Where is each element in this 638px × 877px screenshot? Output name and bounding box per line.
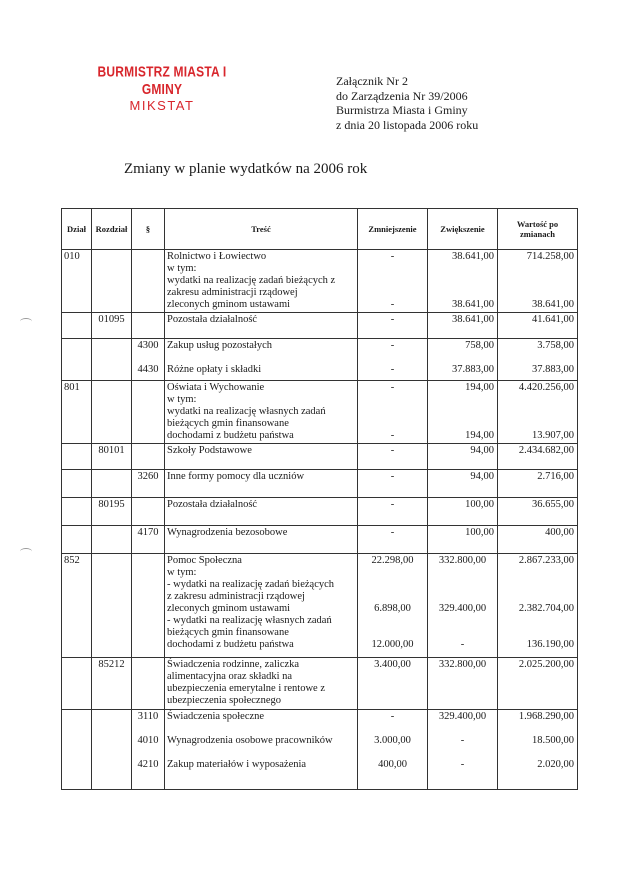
value: 329.400,00	[438, 603, 487, 614]
cell-paragraf	[132, 710, 165, 790]
official-stamp	[82, 62, 242, 113]
table-row	[62, 498, 578, 526]
cell-tresc: Pozostała działalność	[165, 313, 358, 339]
value: -	[390, 340, 395, 351]
cell-zmniejszenie: -	[358, 470, 428, 498]
cell-zwiekszenie: 100,00	[428, 526, 498, 554]
value: 4.420.256,00	[518, 382, 574, 393]
annex-line: Załącznik Nr 2	[336, 74, 408, 88]
header-zwiekszenie: Zwiększenie	[428, 209, 498, 250]
table-row	[62, 250, 578, 313]
cell-wartosc: 2.434.682,00	[498, 444, 578, 470]
budget-changes-table	[61, 208, 578, 790]
value: -	[390, 382, 395, 393]
cell-zwiekszenie	[428, 710, 498, 790]
cell-tresc	[165, 339, 358, 381]
cell-wartosc	[498, 710, 578, 790]
cell-zmniejszenie: -	[358, 498, 428, 526]
cell-rozdzial: 80101	[92, 444, 132, 470]
stamp-town: MIKSTAT	[129, 98, 195, 113]
value: 4210	[137, 759, 159, 770]
cell-tresc	[165, 250, 358, 313]
tresc-line: wydatki na realizację zadań bieżących z	[167, 275, 336, 286]
cell-wartosc	[498, 554, 578, 658]
cell-paragraf	[132, 250, 165, 313]
value: 194,00	[465, 382, 494, 393]
cell-zmniejszenie	[358, 339, 428, 381]
cell-zwiekszenie	[428, 381, 498, 444]
tresc-line: zleconych gminom ustawami	[167, 299, 291, 310]
tresc-line: Świadczenia społeczne	[167, 711, 265, 722]
cell-tresc: Szkoły Podstawowe	[165, 444, 358, 470]
value: -	[460, 735, 465, 746]
table-row	[62, 470, 578, 498]
cell-tresc	[165, 381, 358, 444]
annex-line: z dnia 20 listopada 2006 roku	[336, 117, 479, 132]
cell-wartosc: 41.641,00	[498, 313, 578, 339]
tresc-line: Różne opłaty i składki	[167, 364, 262, 375]
header-wartosc	[498, 209, 578, 250]
value: 22.298,00	[371, 555, 414, 566]
tresc-line: zakresu administracji rządowej	[167, 287, 298, 298]
cell-rozdzial: 85212	[92, 658, 132, 710]
value: -	[460, 759, 465, 770]
value: 38.641,00	[532, 299, 574, 310]
cell-zwiekszenie: 94,00	[428, 470, 498, 498]
value: 4300	[137, 340, 159, 351]
cell-tresc	[165, 710, 358, 790]
cell-rozdzial: 80195	[92, 498, 132, 526]
tresc-line: ubezpieczenia społecznego	[167, 695, 281, 706]
value: 38.641,00	[452, 299, 494, 310]
value: -	[390, 299, 395, 310]
cell-dzial: 801	[62, 381, 92, 444]
tresc-line: dochodami z budżetu państwa	[167, 639, 294, 650]
tresc-line: w tym:	[167, 263, 197, 274]
value: 1.968.290,00	[518, 711, 574, 722]
table-row	[62, 710, 578, 790]
value: 37.883,00	[452, 364, 494, 375]
table-row	[62, 554, 578, 658]
value: 3110	[137, 711, 159, 722]
tresc-line: - wydatki na realizację własnych zadań	[167, 615, 332, 626]
tresc-line: Oświata i Wychowanie	[167, 382, 265, 393]
binder-mark	[20, 318, 32, 325]
tresc-line: dochodami z budżetu państwa	[167, 430, 294, 441]
tresc-line: w tym:	[167, 394, 197, 405]
cell-zwiekszenie: 100,00	[428, 498, 498, 526]
cell-wartosc	[498, 381, 578, 444]
table-row	[62, 381, 578, 444]
tresc-line: Zakup usług pozostałych	[167, 340, 272, 351]
table-row	[62, 313, 578, 339]
header-paragraf: §	[132, 209, 165, 250]
cell-wartosc: 2.716,00	[498, 470, 578, 498]
tresc-line: ubezpieczenia emerytalne i rentowe z	[167, 683, 325, 694]
cell-zwiekszenie	[428, 554, 498, 658]
value: -	[390, 711, 395, 722]
tresc-line: bieżących gmin finansowane	[167, 627, 289, 638]
cell-zmniejszenie: -	[358, 444, 428, 470]
tresc-line: Pomoc Społeczna	[167, 555, 242, 566]
cell-zwiekszenie	[428, 250, 498, 313]
value: 37.883,00	[532, 364, 574, 375]
tresc-line: w tym:	[167, 567, 197, 578]
cell-wartosc: 36.655,00	[498, 498, 578, 526]
cell-zwiekszenie	[428, 339, 498, 381]
cell-zwiekszenie: 332.800,00	[428, 658, 498, 710]
cell-wartosc: 400,00	[498, 526, 578, 554]
cell-paragraf	[132, 339, 165, 381]
value: 194,00	[465, 430, 494, 441]
value: -	[460, 639, 465, 650]
cell-rozdzial: 01095	[92, 313, 132, 339]
cell-zmniejszenie: 3.400,00	[358, 658, 428, 710]
header-tresc: Treść	[165, 209, 358, 250]
tresc-line: Zakup materiałów i wyposażenia	[167, 759, 307, 770]
annex-header	[336, 74, 478, 132]
cell-wartosc: 2.025.200,00	[498, 658, 578, 710]
value: 13.907,00	[532, 430, 574, 441]
cell-paragraf: 3260	[132, 470, 165, 498]
tresc-line: alimentacyjna oraz składki na	[167, 671, 293, 682]
value: -	[390, 251, 395, 262]
annex-line: do Zarządzenia Nr 39/2006	[336, 88, 468, 103]
stamp-title: BURMISTRZ MIASTA I GMINY	[97, 62, 227, 98]
header-rozdzial: Rozdział	[92, 209, 132, 250]
table-row	[62, 444, 578, 470]
value: 2.867.233,00	[518, 555, 574, 566]
value: 136.190,00	[526, 639, 574, 650]
cell-zmniejszenie	[358, 250, 428, 313]
value: 2.020,00	[537, 759, 574, 770]
value: 18.500,00	[532, 735, 574, 746]
cell-zwiekszenie: 94,00	[428, 444, 498, 470]
tresc-line: Świadczenia rodzinne, zaliczka	[167, 659, 300, 670]
header-wartosc-line2: zmianach	[520, 229, 555, 239]
value: 714.258,00	[526, 251, 574, 262]
table-row	[62, 339, 578, 381]
cell-tresc: Wynagrodzenia bezosobowe	[165, 526, 358, 554]
tresc-line: Rolnictwo i Łowiectwo	[167, 251, 267, 262]
cell-wartosc	[498, 250, 578, 313]
cell-wartosc	[498, 339, 578, 381]
cell-zmniejszenie: -	[358, 526, 428, 554]
header-wartosc-line1: Wartość po	[516, 219, 559, 229]
cell-zwiekszenie: 38.641,00	[428, 313, 498, 339]
cell-tresc	[165, 658, 358, 710]
cell-dzial: 010	[62, 250, 92, 313]
table-header-row	[62, 209, 578, 250]
cell-tresc: Inne formy pomocy dla uczniów	[165, 470, 358, 498]
value: 3.758,00	[537, 340, 574, 351]
cell-zmniejszenie	[358, 554, 428, 658]
binder-mark	[20, 548, 32, 555]
tresc-line: - wydatki na realizację zadań bieżących	[167, 579, 335, 590]
cell-rozdzial	[92, 250, 132, 313]
tresc-line: bieżących gmin finansowane	[167, 418, 289, 429]
value: 38.641,00	[452, 251, 494, 262]
table-row	[62, 658, 578, 710]
value: 329.400,00	[438, 711, 487, 722]
value: 2.382.704,00	[518, 603, 574, 614]
value: 12.000,00	[371, 639, 414, 650]
cell-tresc: Pozostała działalność	[165, 498, 358, 526]
value: 332.800,00	[438, 555, 487, 566]
cell-tresc	[165, 554, 358, 658]
cell-zmniejszenie: -	[358, 313, 428, 339]
document-title: Zmiany w planie wydatków na 2006 rok	[124, 161, 368, 177]
cell-zmniejszenie	[358, 710, 428, 790]
tresc-line: z zakresu administracji rządowej	[167, 591, 305, 602]
value: -	[390, 430, 395, 441]
tresc-line: wydatki na realizację własnych zadań	[167, 406, 326, 417]
cell-paragraf: 4170	[132, 526, 165, 554]
value: 4010	[137, 735, 159, 746]
header-dzial: Dział	[62, 209, 92, 250]
header-zmniejszenie: Zmniejszenie	[358, 209, 428, 250]
cell-dzial: 852	[62, 554, 92, 658]
value: 6.898,00	[374, 603, 411, 614]
annex-line: Burmistrza Miasta i Gminy	[336, 103, 468, 117]
cell-zmniejszenie	[358, 381, 428, 444]
tresc-line: zleconych gminom ustawami	[167, 603, 291, 614]
value: 4430	[137, 364, 159, 375]
value: -	[390, 364, 395, 375]
value: 3.000,00	[374, 735, 411, 746]
value: 400,00	[378, 759, 407, 770]
value: 758,00	[465, 340, 494, 351]
table-row	[62, 526, 578, 554]
tresc-line: Wynagrodzenia osobowe pracowników	[167, 735, 333, 746]
